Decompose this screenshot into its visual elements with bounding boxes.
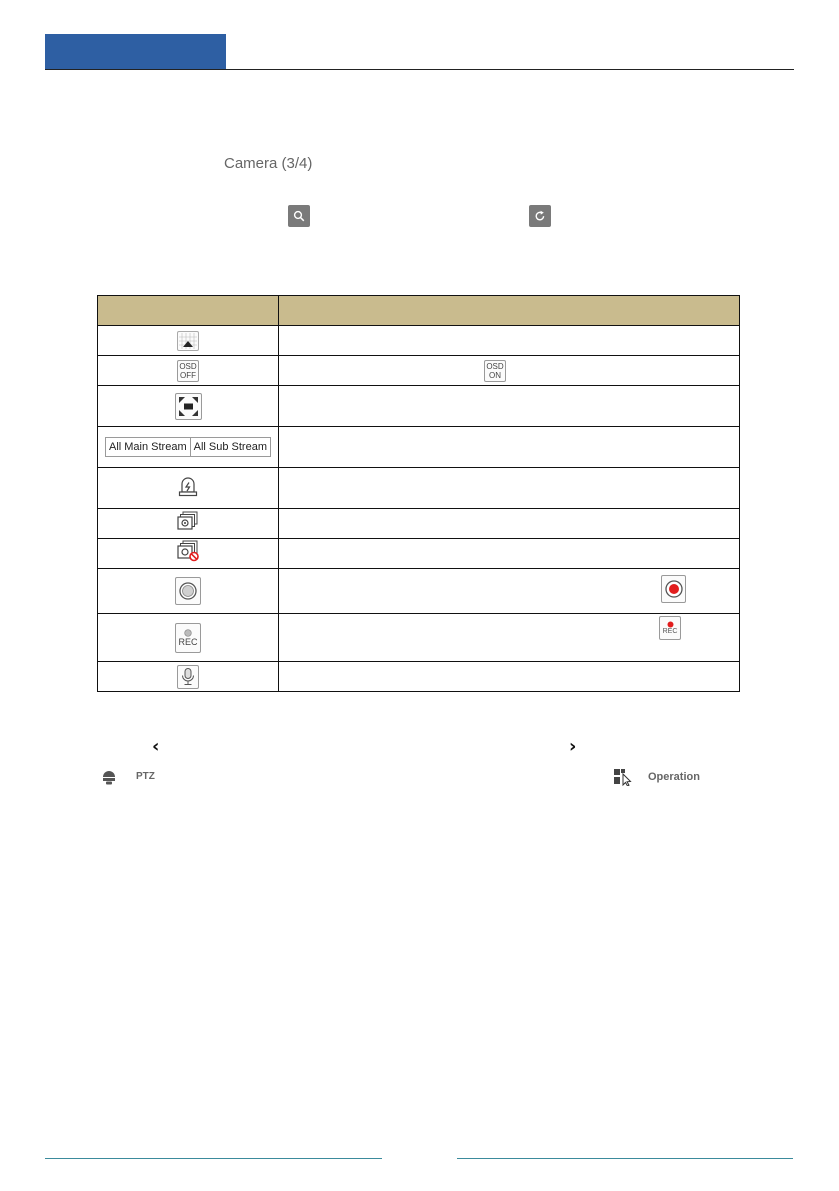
chevron-left-icon[interactable]: ‹: [152, 736, 160, 757]
table-header-description: [279, 296, 740, 326]
icon-legend-table: [97, 295, 740, 692]
table-row: [98, 614, 740, 662]
table-row: [98, 509, 740, 539]
table-cell-icon: [98, 468, 279, 509]
microphone-icon[interactable]: [177, 665, 199, 689]
chevron-right-icon[interactable]: ›: [569, 736, 577, 757]
layout-grid-up-icon[interactable]: [177, 331, 199, 351]
fullscreen-icon[interactable]: [175, 393, 202, 420]
osd-off-icon-line2: OFF: [180, 370, 196, 380]
table-cell-description: [279, 662, 740, 692]
table-cell-icon: [98, 326, 279, 356]
all-sub-stream-button[interactable]: All Sub Stream: [190, 438, 270, 456]
table-row: [98, 356, 740, 386]
operation-label[interactable]: Operation: [648, 771, 700, 783]
record-icon[interactable]: [175, 577, 201, 605]
table-cell-description: [279, 614, 740, 662]
table-row: [98, 326, 740, 356]
table-cell-icon: [98, 539, 279, 569]
header-tab: [45, 34, 226, 70]
footer-rule-right: [457, 1158, 793, 1159]
table-cell-description: [279, 386, 740, 427]
table-cell-description: [279, 468, 740, 509]
snapshot-icon[interactable]: [176, 511, 200, 536]
recording-active-icon: [661, 575, 686, 603]
alarm-light-icon[interactable]: [177, 474, 199, 503]
rec-active-dot-icon: [667, 621, 674, 628]
table-header-icon: [98, 296, 279, 326]
camera-count-label: Camera (3/4): [224, 155, 313, 172]
osd-on-icon-line1: OSD: [486, 362, 504, 371]
table-cell-icon: [98, 569, 279, 614]
ptz-icon[interactable]: [101, 768, 117, 791]
table-cell-description: [279, 427, 740, 468]
table-cell-icon: [98, 386, 279, 427]
table-cell-description: [279, 356, 740, 386]
rec-dot-icon: [184, 629, 192, 637]
table-cell-description: [279, 539, 740, 569]
table-row: [98, 468, 740, 509]
refresh-icon: [534, 210, 546, 222]
table-cell-icon: [98, 427, 279, 468]
table-row: [98, 662, 740, 692]
table-row: [98, 539, 740, 569]
table-header-row: [98, 296, 740, 326]
snapshot-disabled-icon[interactable]: [176, 540, 200, 567]
rec-active-icon-label: REC: [662, 628, 678, 635]
osd-off-icon[interactable]: [177, 360, 199, 382]
osd-off-icon-line1: OSD: [179, 361, 197, 371]
footer-rule-left: [45, 1158, 382, 1159]
header-rule: [45, 69, 794, 70]
table-cell-icon: [98, 614, 279, 662]
rec-icon-label: REC: [178, 636, 198, 647]
table-cell-icon: [98, 662, 279, 692]
operation-icon[interactable]: [613, 768, 633, 791]
osd-on-icon: [484, 360, 506, 382]
table-row: [98, 427, 740, 468]
table-cell-description: [279, 509, 740, 539]
ptz-label[interactable]: PTZ: [136, 771, 155, 782]
refresh-button[interactable]: [529, 205, 551, 227]
rec-icon[interactable]: [175, 623, 201, 653]
rec-active-icon: [659, 616, 681, 640]
search-button[interactable]: [288, 205, 310, 227]
all-main-stream-button[interactable]: All Main Stream: [108, 441, 187, 453]
table-cell-icon: [98, 509, 279, 539]
osd-on-icon-line2: ON: [489, 371, 501, 380]
table-cell-description: [279, 326, 740, 356]
stream-toggle: [105, 437, 271, 457]
table-row: [98, 569, 740, 614]
table-row: [98, 386, 740, 427]
search-icon: [293, 210, 305, 222]
table-cell-icon: [98, 356, 279, 386]
table-cell-description: [279, 569, 740, 614]
